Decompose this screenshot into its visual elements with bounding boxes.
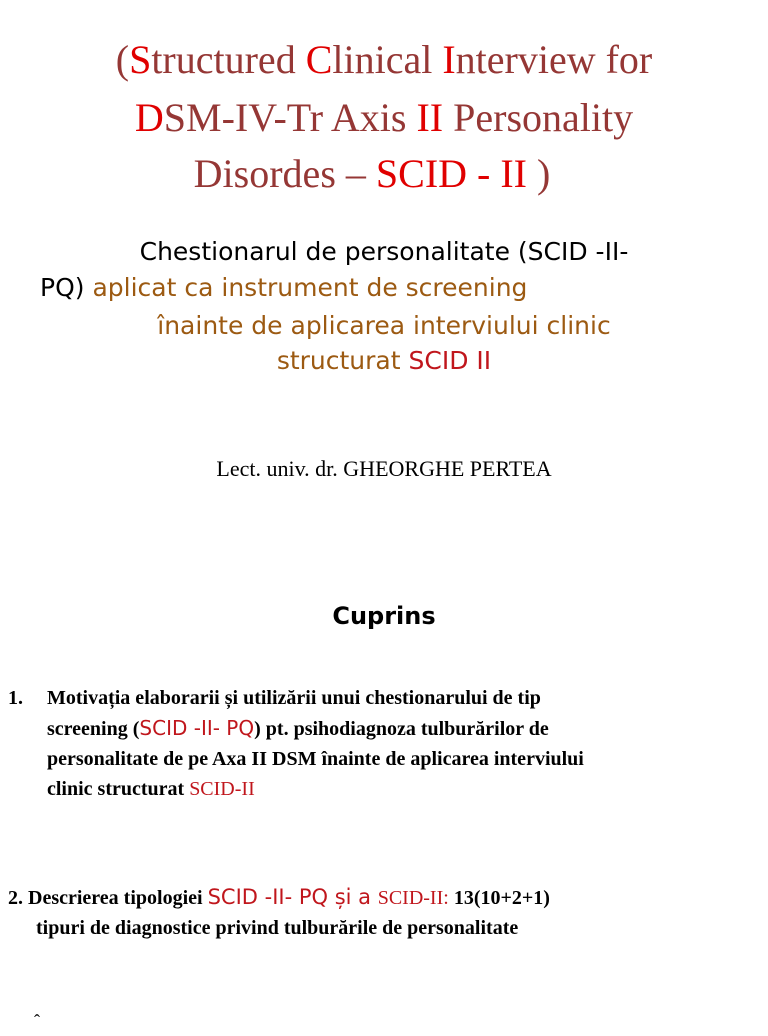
contents-heading: Cuprins — [332, 602, 436, 630]
subtitle-text: structurat — [276, 346, 409, 375]
item-text: 2. Descrierea tipologiei — [8, 887, 208, 909]
item-1-line — [47, 774, 762, 804]
title-fragment: Personality — [443, 95, 634, 140]
title-fragment: Disordes – — [193, 151, 376, 196]
item-text: SCID-II — [189, 778, 255, 800]
title-fragment: C — [305, 37, 333, 82]
subtitle-text: PQ) — [40, 273, 93, 302]
author: Lect. univ. dr. GHEORGHE PERTEA — [216, 456, 552, 481]
item-1-line: personalitate de pe Axa II DSM înainte de aplicarea interviului — [47, 748, 584, 770]
title-fragment: nterview for — [455, 37, 653, 82]
subtitle-text: aplicat ca instrument de screening — [92, 273, 528, 302]
title-fragment: linical — [332, 37, 443, 82]
item-2-line: tipuri de diagnostice privind tulburările de personalitate — [36, 917, 519, 939]
subtitle-text: SCID II — [408, 346, 492, 375]
title-line-3 — [0, 150, 756, 198]
subtitle-line-4 — [0, 343, 768, 379]
item-1-line: Motivația elaborarii și utilizării unui chestionarului de tip — [47, 687, 541, 709]
subtitle-text: înainte de aplicarea interviului clinic — [157, 311, 611, 340]
item-text: clinic structurat — [47, 778, 190, 800]
title-line-1 — [0, 36, 768, 84]
item-1-line — [47, 713, 762, 744]
title-fragment: I — [442, 37, 456, 82]
subtitle-line-2 — [40, 270, 740, 306]
title-fragment: SM-IV-Tr Axis — [163, 95, 417, 140]
item-2-line — [8, 882, 768, 913]
item-2 — [8, 882, 768, 943]
title-fragment: tructured — [151, 37, 306, 82]
item-text: screening ( — [47, 718, 140, 740]
item-text: 13(10+2+1) — [448, 887, 550, 909]
item-text: SCID-II: — [377, 887, 449, 909]
title-fragment: II — [416, 95, 444, 140]
item-text: SCID -II- PQ — [139, 716, 255, 740]
item-text: ) pt. psihodiagnoza tulburărilor de — [254, 718, 549, 740]
title-fragment: SCID - II — [375, 151, 527, 196]
subtitle-text: Chestionarul de personalitate (SCID -II- — [139, 237, 629, 266]
subtitle-line-1 — [0, 234, 768, 270]
subtitle-line-3 — [0, 308, 768, 344]
title-fragment: D — [134, 95, 164, 140]
stray-mark: ˆ — [34, 1011, 40, 1031]
item-text: SCID -II- PQ și a — [207, 885, 378, 909]
item-1 — [47, 683, 762, 804]
title-fragment: ( — [115, 37, 130, 82]
title-fragment: ) — [526, 151, 551, 196]
item-1-number: 1. — [8, 687, 23, 709]
title-fragment: S — [129, 37, 152, 82]
title-line-2 — [0, 94, 768, 142]
